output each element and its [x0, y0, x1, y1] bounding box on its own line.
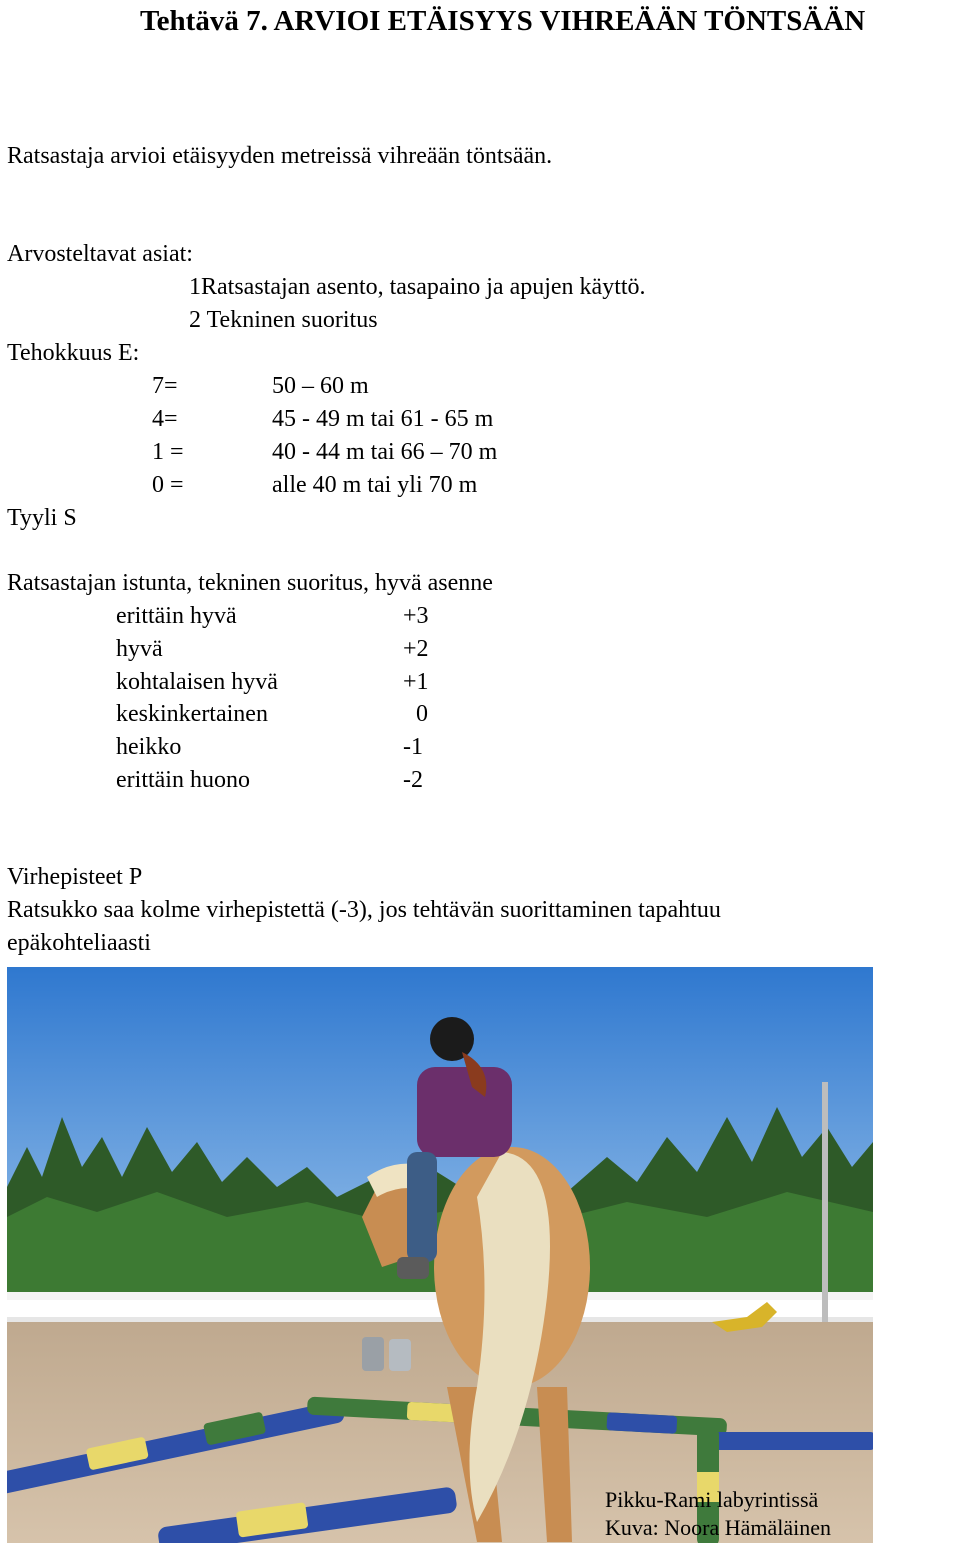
photo-caption: [605, 1449, 867, 1539]
efficiency-range: 50 – 60 m: [272, 373, 369, 399]
style-description: Ratsastajan istunta, tekninen suoritus, hyvä asenne: [7, 570, 493, 596]
assessed-heading: Arvosteltavat asiat:: [7, 241, 193, 267]
style-points: +2: [403, 636, 429, 662]
efficiency-score: 1 =: [152, 439, 184, 465]
style-points: 0: [416, 701, 428, 727]
caption-title: Pikku-Rami labyrintissä: [605, 1487, 819, 1512]
style-points: +1: [403, 669, 429, 695]
efficiency-range: alle 40 m tai yli 70 m: [272, 472, 478, 498]
style-points: -1: [403, 734, 423, 760]
efficiency-score: 7=: [152, 373, 178, 399]
assessed-item: 2 Tekninen suoritus: [189, 307, 378, 333]
efficiency-score: 0 =: [152, 472, 184, 498]
efficiency-range: 40 - 44 m tai 66 – 70 m: [272, 439, 498, 465]
style-label: erittäin huono: [116, 767, 250, 793]
style-label: keskinkertainen: [116, 701, 268, 727]
assessed-item: 1Ratsastajan asento, tasapaino ja apujen käyttö.: [189, 274, 646, 300]
style-heading: Tyyli S: [7, 505, 77, 531]
penalty-heading: Virhepisteet P: [7, 864, 143, 890]
penalty-text: Ratsukko saa kolme virhepistettä (-3), jos tehtävän suorittaminen tapahtuu: [7, 897, 721, 923]
intro-text: Ratsastaja arvioi etäisyyden metreissä vihreään töntsään.: [7, 143, 553, 169]
style-label: hyvä: [116, 636, 163, 662]
style-label: kohtalaisen hyvä: [116, 669, 278, 695]
style-points: +3: [403, 603, 429, 629]
efficiency-heading: Tehokkuus E:: [7, 340, 140, 366]
efficiency-score: 4=: [152, 406, 178, 432]
horse-riding-photo: [7, 967, 873, 1543]
style-label: heikko: [116, 734, 182, 760]
style-points: -2: [403, 767, 423, 793]
style-label: erittäin hyvä: [116, 603, 237, 629]
caption-credit: Kuva: Noora Hämäläinen: [605, 1515, 832, 1540]
page-title: Tehtävä 7. ARVIOI ETÄISYYS VIHREÄÄN TÖNTSÄÄN: [140, 5, 866, 37]
penalty-text: epäkohteliaasti: [7, 930, 151, 956]
efficiency-range: 45 - 49 m tai 61 - 65 m: [272, 406, 494, 432]
